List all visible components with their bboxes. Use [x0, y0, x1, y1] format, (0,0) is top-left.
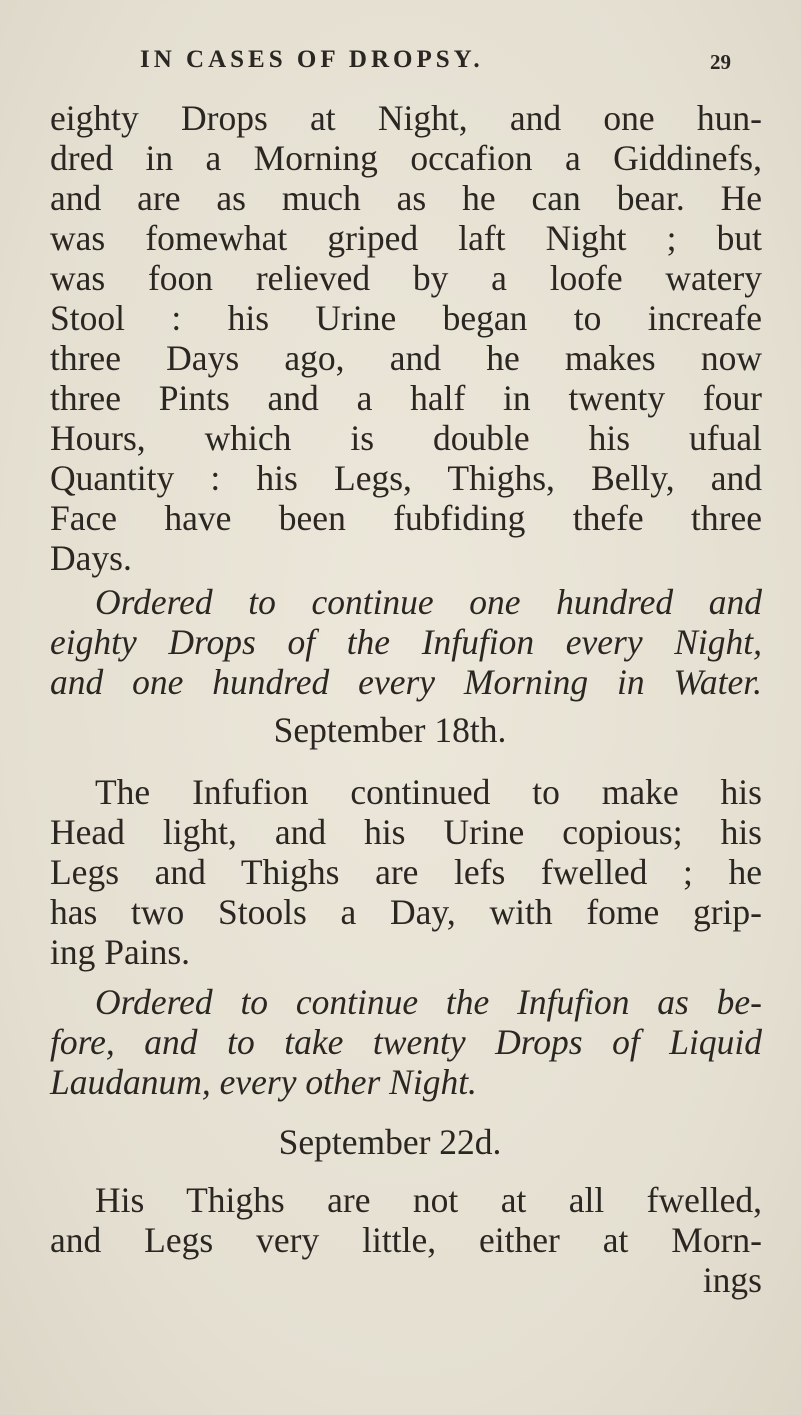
- text-line: His Thighs are not at all fwelled,: [95, 1180, 762, 1220]
- text-line: three Days ago, and he makes now: [50, 338, 762, 378]
- text-line: fore, and to take twenty Drops of Liquid: [50, 1022, 762, 1062]
- date-heading: September 18th.: [273, 710, 507, 750]
- text-line: Head light, and his Urine copious; his: [50, 812, 762, 852]
- text-line: Ordered to continue the Infufion as be-: [95, 982, 762, 1022]
- text-line: Legs and Thighs are lefs fwelled ; he: [50, 852, 762, 892]
- date-heading: September 22d.: [278, 1122, 502, 1162]
- text-line: and are as much as he can bear. He: [50, 178, 762, 218]
- text-line: three Pints and a half in twenty four: [50, 378, 762, 418]
- text-line: The Infufion continued to make his: [95, 772, 762, 812]
- text-line: ing Pains.: [50, 932, 191, 972]
- page-number: 29: [710, 50, 731, 74]
- text-line: Face have been fubfiding thefe three: [50, 498, 762, 538]
- text-line: was foon relieved by a loofe watery: [50, 258, 762, 298]
- running-title: IN CASES OF DROPSY.: [140, 46, 484, 73]
- text-line: Days.: [50, 538, 132, 578]
- text-line: eighty Drops of the Infufion every Night,: [50, 622, 762, 662]
- catchword: ings: [702, 1260, 762, 1300]
- text-line: and one hundred every Morning in Water.: [50, 662, 762, 702]
- text-line: dred in a Morning occafion a Giddinefs,: [50, 138, 762, 178]
- text-line: was fomewhat griped laft Night ; but: [50, 218, 762, 258]
- text-line: Ordered to continue one hundred and: [95, 582, 762, 622]
- text-line: has two Stools a Day, with fome grip-: [50, 892, 762, 932]
- text-line: Quantity : his Legs, Thighs, Belly, and: [50, 458, 762, 498]
- text-line: Hours, which is double his ufual: [50, 418, 762, 458]
- text-line: Laudanum, every other Night.: [50, 1062, 477, 1102]
- text-line: Stool : his Urine began to increafe: [50, 298, 762, 338]
- text-line: and Legs very little, either at Morn-: [50, 1220, 762, 1260]
- page-header: [140, 46, 741, 86]
- text-line: eighty Drops at Night, and one hun-: [50, 98, 762, 138]
